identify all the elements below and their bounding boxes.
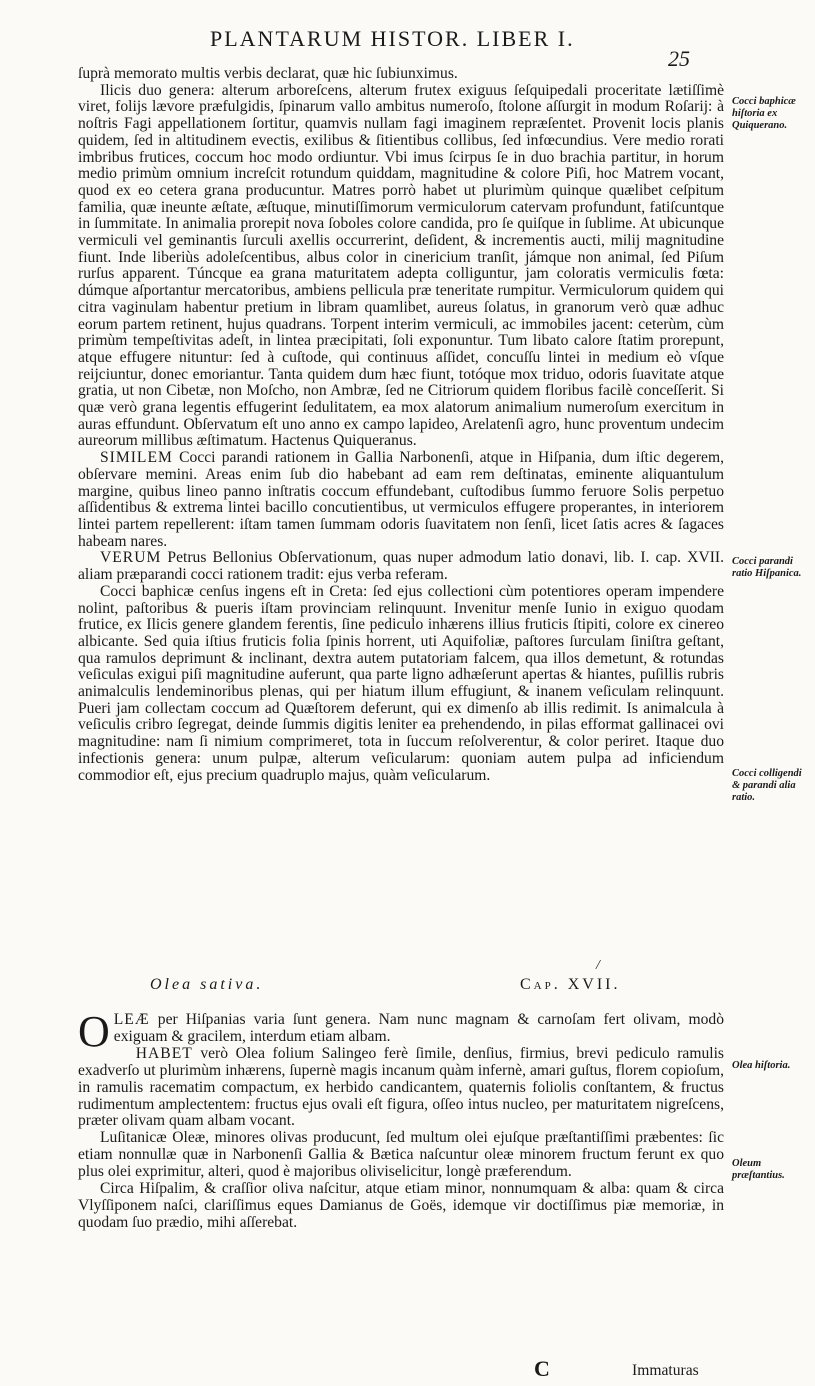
paragraph-4-text: Petrus Bellonius Obſervationum, quas nuper admodum latio donavi, lib. I. cap. XVII. aliam præparandi cocci rationem tradit: ejus verba referam. (78, 549, 724, 584)
paragraph-4 (78, 550, 724, 583)
chapter-margin-note-1: Olea hiſtoria. (732, 1060, 791, 1071)
chapter-paragraph-1-text: per Hiſpanias varia ſunt genera. Nam nunc magnam & carnoſam fert olivam, modò exiguam & gracilem, interdum etiam albam. (113, 1011, 724, 1045)
chapter-mark: / (596, 958, 600, 973)
paragraph-3 (78, 450, 724, 550)
chapter-paragraph-3: Luſitanicæ Oleæ, minores olivas producunt, ſed multum olei ejuſque præſtantiſſimi præbentes: ſic etiam nonnullæ quæ in Narbonenſi Gallia & Bætica naſcuntur oleæ minorem fructum ferunt ex quo plus olei exprimitur, alteri, quod è majoribus oliviselicitur, longè præferendum. (78, 1129, 724, 1181)
paragraph-2: Ilicis duo genera: alterum arboreſcens, alterum frutex exiguus ſeſquipedali proceritate lætiſſimè viret, folijs lævore præfulgidis, ſpinarum vallo ambitus numeroſo, ſtolone aſſurgit in modum Roſarij: à noſtris Fagi appellationem ſortitur, quamvis nullam fagi imaginem repræſentet. Provenit locis planis quidem, ſed in altitudinem evectis, exilibus & ſitientibus collibus, ſed infœcundius. Vere medio rorati imbribus frutices, coccum hoc modo ordiuntur. Vbi imus ſcirpus ſe in duo brachia partitur, in horum medio primùm omnium increſcit rotundum quiddam, magnitudine & colore Piſi, hoc Matrem vocant, quod ex eo cetera grana producuntur. Matres porrò habet ut plurimùm quinque quælibet ceſpitum familia, quæ ineunte æſtate, æſtuque, minutiſſimorum vermiculorum catervam profundunt, fatiſcuntque in ſummitate. In animalia prorepit nova ſoboles colore candida, pro ſe quiſque in ſublime. At ubicunque vermiculi vel geminantis ſurculi axellis occurrerint, deſident, & incrementis aucti, milij magnitudine fiunt. Inde liberiùs adoleſcentibus, albus color in cinericium tranſit, jámque non animal, ſed Piſum rurſus apparent. Túncque ea grana maturitatem adepta colliguntur, jam coloratis vermiculis fœta: dúmque aſportantur mercatoribus, ambiens pellicula præ teneritate rumpitur. Vermiculorum quidem qui citra vaginulam habentur pretium in libram quamlibet, aureus ſolatus, in granorum verò quæ adhuc eorum partem retinent, hujus quadrans. Torpent interim vermiculi, ac immobiles jacent: ceterùm, cùm primùm tempeſtivitas adeſt, in lintea præcipitati, ſoli exponuntur. Tum libato calore ſtatim prorepunt, atque effugere nituntur: ſed à cuſtode, qui continuus aſſidet, concuſſu lintei in medium eò vſque reijciuntur, donec emoriantur. Tanta quidem dum hæc fiunt, totóque mox triduo, odoris ſuavitate atque gratia, ut non Cibetæ, non Moſcho, non Ambræ, ſed ne Citriorum quidem floribus facilè conceſſerit. Si quæ verò grana legentis effugerint ſedulitatem, ea mox alatorum animalium numeroſum exercitum in auras effundunt. Obſervatum eſt uno anno ex campo lapideo, Arelatenſi agro, hunc proventum undecim aureorum millibus æſtimatum. Hactenus Quiqueranus. (78, 81, 724, 450)
chapter-paragraph-1-lead: LEÆ (113, 1011, 150, 1028)
margin-note-2: Cocci parandi ratio Hiſpanica. (732, 556, 802, 579)
chapter-margin-note-2: Oleum præſtantius. (732, 1158, 785, 1181)
running-head: PLANTARUM HISTOR. LIBER I. (210, 26, 575, 51)
chapter-paragraph-2-lead: HABET (135, 1044, 193, 1062)
signature-mark: C (534, 1356, 550, 1381)
margin-note-3: Cocci colligendi & parandi alia ratio. (732, 768, 802, 803)
drop-cap: O (78, 1007, 110, 1056)
paragraph-5: Cocci baphicæ cenſus ingens eſt in Creta: ſed ejus collectioni cùm potentiores operam impendere nolint, paſtoribus & pueris iſtam provinciam relinquunt. Invenitur menſe Iunio in exiguo quodam frutice, ex Ilicis genere glandem ferentis, ſine pediculo inhærens illius fruticis ſtipiti, colore ex cinereo albicante. Sed quia iſtius fruticis folia ſpinis horrent, uti Aquifoliæ, paſtores ſurculam ſiniſtra geſtant, qua ramulos deprimunt & inclinant, dextra autem putatoriam falcem, qua illos demetunt, & rotundas veſiculas exigui piſi magnitudine auferunt, qua parte ligno adhæſerunt apertas & hiantes, puſillis rubris animalculis lendeminoribus plenas, qui per hiatum illum effugiunt, & inanem veſiculam relinquunt. Pueri jam collectam coccum ad Quæſtorem deferunt, qui ex dimenſo ab illis redimit. Is animalcula à veſiculis cribro ſegregat, deinde ſummis digitis leniter ea prehendendo, in pilas efformat gallinacei ovi magnitudine: nam ſi nimium comprimeret, tota in ſuccum reſolverentur, & color periret. Itaque duo infectionis genera: unum pulpæ, alterum veſicularum: quoniam autem pulpa ad inficiendum commodior eſt, ejus precium quadruplo majus, quàm veſicularum. (78, 582, 724, 784)
chapter-paragraph-2 (78, 1046, 724, 1131)
chapter-number: Cap. XVII. (520, 976, 621, 993)
chapter-text-block (78, 1007, 724, 1232)
chapter-title: Olea sativa. (150, 976, 264, 993)
paragraph-1: ſuprà memorato multis verbis declarat, quæ hic ſubiunximus. (78, 65, 458, 82)
main-text-block (78, 66, 724, 784)
paragraph-4-lead: VERUM (100, 549, 162, 567)
paragraph-3-lead: SIMILEM (100, 449, 173, 467)
page-number: 25 (668, 46, 690, 71)
chapter-paragraph-2-text: verò Olea folium Salingeo ferè ſimile, denſius, firmius, brevi pediculo ramulis exadverſo ut plurimùm inhærens, ſupernè magis incanum quàm infernè, amari guſtus, florem copioſum, in ramulis racematim compactum, ex herbido candicantem, quaternis foliolis conſtantem, & fructus rudimentum amplectentem: fructus ejus ovali eſt figura, oſſeo intus nucleo, per maturitatem nigreſcens, præter olivam quam albam vocant. (78, 1044, 724, 1130)
catchword: Immaturas (632, 1362, 699, 1379)
chapter-paragraph-4: Circa Hiſpalim, & craſſior oliva naſcitur, atque etiam minor, nonnumquam & alba: quam & circa Vlyſſiponem naſci, clariſſimus eques Damianus de Goës, idemque vir doctiſſimus piæ memoriæ, in quodam ſuo prædio, mihi aſſerebat. (78, 1180, 724, 1231)
paragraph-3-text: Cocci parandi rationem in Gallia Narbonenſi, atque in Hiſpania, dum iſtic degerem, obſervare memini. Areas enim ſub dio habebant ad eam rem deſtinatas, eminente aliquantulum margine, quibus lineo panno inſtratis coccum effundebant, cuſtodibus ſummo feruore Solis perpetuo aſſidentibus & extrema lintei bacillo concutientibus, ut vermiculos effugere properantes, in interiorem lintei partem repellerent: iſtam tamen ſummam odoris ſuavitatem non ſenſi, licet ſatis acres & ſagaces habeam nares. (78, 449, 724, 550)
margin-note-1: Cocci baphicæ hiſtoria ex Quiquerano. (732, 96, 796, 131)
